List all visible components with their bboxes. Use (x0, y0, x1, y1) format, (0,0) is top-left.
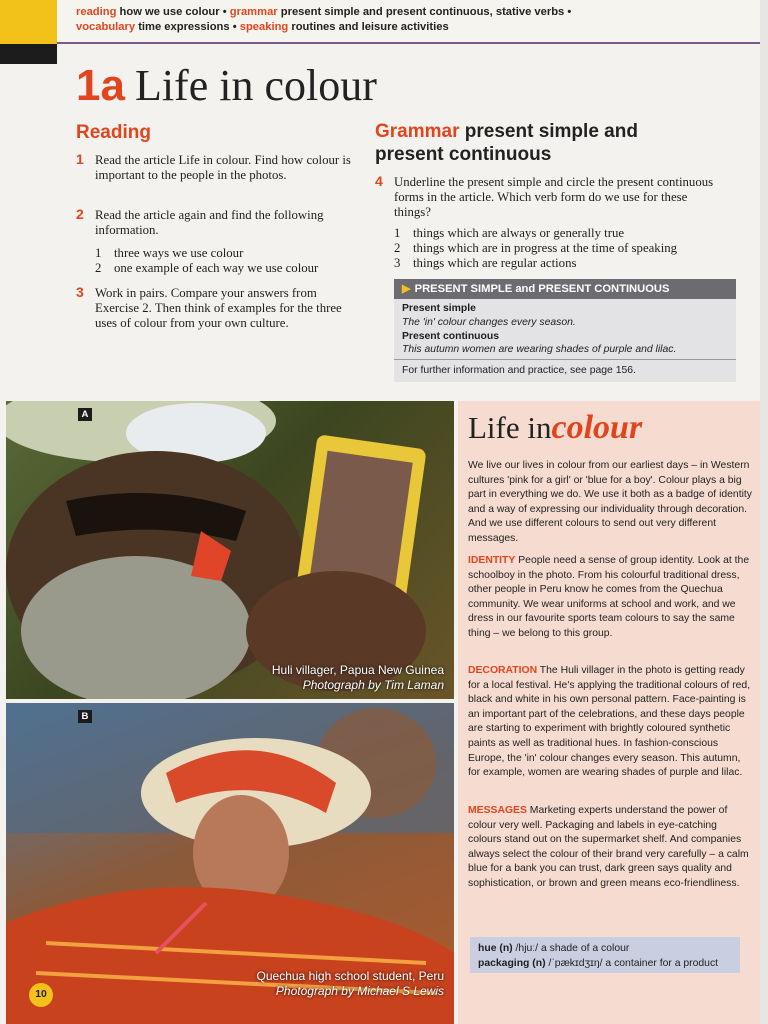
credit-text: Photograph by Tim Laman (302, 678, 444, 692)
exercise-4 (375, 175, 715, 220)
list-item (394, 256, 576, 271)
grammar-box (394, 279, 736, 382)
poncho-shape (6, 887, 454, 1024)
paragraph-text: Marketing experts understand the power of colour very well. Packaging and labels in eye-catching colours stand out on the supermarket shelf. And companies always select the colour of their brand very carefully – a calm blue for a bank you can trust, dark green says quality and sophistication, or brown and green means eco-friendliness. (468, 805, 749, 889)
article-messages (468, 804, 753, 892)
item-text: things which are always or generally true (413, 226, 625, 240)
article-title-accent: colour (551, 409, 643, 446)
item-text: three ways we use colour (114, 246, 244, 260)
photo-b (6, 703, 454, 1024)
photo-label: B (78, 710, 92, 723)
list-item (394, 241, 677, 256)
glossary-word: packaging (n) (478, 958, 546, 969)
article-title-main: Life in (468, 410, 552, 445)
objective-key: speaking (239, 21, 289, 33)
grammar-box-title (394, 279, 736, 299)
paragraph-key: MESSAGES (468, 805, 527, 816)
page-title (76, 60, 377, 111)
reading-heading: Reading (76, 122, 151, 143)
bullet: • (232, 21, 237, 33)
glossary-word: hue (n) (478, 943, 513, 954)
page-number: 10 (29, 983, 53, 1007)
item-number: 1 (95, 246, 102, 260)
glossary-definition: a container for a product (605, 958, 719, 969)
objective-key: vocabulary (76, 21, 136, 33)
exercise-number: 3 (76, 284, 84, 300)
photo-credit (303, 678, 444, 692)
glossary-box (470, 937, 740, 973)
bullet: • (567, 6, 572, 18)
paragraph-text: The Huli villager in the photo is getting ready for a local festival. He's applying the traditional colours of red, black and white in his own personal pattern. Face-painting is an important part of the celebrations, and these days people are starting to experiment with brightly coloured synthetic paints as well as traditional hues. In fashion-conscious Europe, the 'in' colour changes every season. This autumn, for example, women are wearing shades of purple and lilac. (468, 665, 751, 779)
item-number: 3 (394, 256, 401, 270)
item-number: 2 (95, 261, 102, 275)
article-title (468, 409, 642, 447)
unit-number: 1a (76, 61, 125, 110)
article-panel (458, 401, 760, 1024)
exercise-3 (76, 286, 356, 331)
photo-label: A (78, 408, 92, 421)
grammar-box-label: Present continuous (402, 331, 499, 342)
grammar-heading (375, 120, 705, 166)
item-text: things which are in progress at the time of speaking (413, 241, 678, 255)
objectives-line-1 (76, 6, 571, 18)
item-text: one example of each way we use colour (114, 261, 319, 275)
list-item (95, 261, 318, 276)
unit-tab (0, 0, 57, 44)
objective-key: reading (76, 6, 117, 18)
exercise-text: Read the article again and find the following information. (95, 208, 324, 237)
unit-title: Life in colour (134, 61, 377, 110)
paragraph-key: IDENTITY (468, 555, 516, 566)
header-rule (57, 42, 768, 44)
exercise-1 (76, 153, 356, 183)
bullet: • (222, 6, 227, 18)
item-number: 2 (394, 241, 401, 255)
glossary-pronunciation: /ˈpækɪdʒɪŋ/ (548, 958, 603, 969)
objective-key: grammar (229, 6, 278, 18)
photo-caption: Quechua high school student, Peru (256, 969, 444, 983)
glossary-item (478, 956, 732, 971)
grammar-box-example: The 'in' colour changes every season. (402, 317, 576, 328)
grammar-box-example: This autumn women are wearing shades of purple and lilac. (402, 344, 677, 355)
photo-a-illustration (6, 401, 454, 699)
grammar-topic: present simple and present continuous (375, 121, 638, 165)
list-item (95, 246, 243, 261)
triangle-icon: ▶ (402, 283, 411, 295)
exercise-2 (76, 208, 356, 238)
paragraph-text: People need a sense of group identity. Look at the schoolboy in the photo. From his colourful traditional dress, other people in Peru know he comes from the Quechua community. We wear uniforms at school and work, and we dress in our favourite sports team colours to say the same thing – we belong to this group. (468, 555, 750, 639)
grammar-box-title-text: PRESENT SIMPLE and PRESENT CONTINUOUS (414, 283, 670, 295)
item-number: 1 (394, 226, 401, 240)
photo-caption: Huli villager, Papua New Guinea (271, 663, 444, 677)
divider (394, 359, 736, 360)
grammar-box-label: Present simple (402, 303, 476, 314)
page-edge (760, 0, 768, 1024)
unit-tab-dark (0, 44, 57, 64)
item-text: things which are regular actions (413, 256, 577, 270)
photo-a (6, 401, 454, 699)
article-decoration (468, 664, 753, 781)
objective-text: how we use colour (119, 6, 220, 18)
photo-credit (276, 984, 444, 998)
grammar-key: Grammar (375, 121, 460, 142)
exercise-number: 2 (76, 206, 84, 222)
objectives-line-2 (76, 21, 449, 33)
article-identity (468, 554, 753, 642)
glossary-item (478, 941, 732, 956)
grammar-box-footer: For further information and practice, see page 156. (402, 365, 636, 376)
exercise-text: Read the article Life in colour. Find how colour is important to the people in the photos. (95, 153, 351, 182)
exercise-number: 1 (76, 151, 84, 167)
exercise-number: 4 (375, 173, 383, 189)
objective-text: present simple and present continuous, stative verbs (280, 6, 565, 18)
credit-text: Photograph by Michael S Lewis (275, 984, 444, 998)
exercise-text: Underline the present simple and circle the present continuous forms in the article. Which verb form do we use for these things? (394, 175, 714, 219)
objective-text: routines and leisure activities (291, 21, 449, 33)
glossary-definition: a shade of a colour (540, 943, 630, 954)
paragraph-key: DECORATION (468, 665, 538, 676)
glossary-pronunciation: /hjuː/ (515, 943, 539, 954)
exercise-text: Work in pairs. Compare your answers from Exercise 2. Then think of examples for the three uses of colour from your own culture. (95, 286, 342, 330)
article-intro: We live our lives in colour from our earliest days – in Western cultures 'pink for a girl' or 'blue for a boy'. Colour plays a big part in everything we do. We use it both as a badge of identity and a way of expressing our individuality through decoration. And we use different colours to send out very different messages. (468, 460, 752, 544)
list-item (394, 226, 624, 241)
objective-text: time expressions (138, 21, 230, 33)
